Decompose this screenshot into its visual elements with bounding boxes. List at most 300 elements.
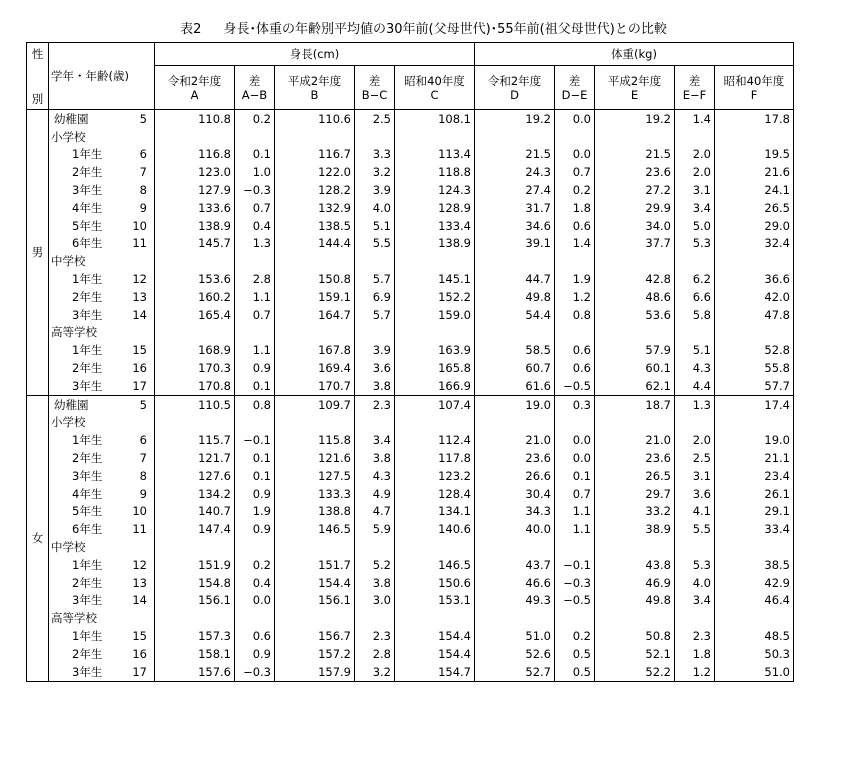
weight-col-header-3 — [675, 66, 715, 110]
weight-col-header-0 — [475, 66, 555, 110]
empty-cell — [355, 538, 395, 556]
value-cell: 27.4 — [475, 181, 555, 199]
empty-cell — [395, 414, 475, 432]
value-cell: 3.6 — [355, 359, 395, 377]
age-value: 8 — [139, 183, 147, 198]
value-cell: 21.5 — [595, 146, 675, 164]
value-cell: 0.2 — [235, 110, 275, 128]
value-cell: 19.2 — [595, 110, 675, 128]
col-header-code: E−F — [682, 87, 707, 102]
value-cell: 0.0 — [555, 431, 595, 449]
grade-cell — [49, 645, 155, 663]
empty-cell — [555, 252, 595, 270]
grade-label: 2年生 — [72, 289, 103, 304]
value-cell: 0.0 — [555, 146, 595, 164]
value-cell: 138.9 — [155, 217, 235, 235]
age-value: 13 — [132, 575, 147, 590]
weight-col-header-4 — [715, 66, 794, 110]
value-cell: 133.3 — [275, 485, 355, 503]
value-cell: 5.9 — [355, 520, 395, 538]
value-cell: 167.8 — [275, 341, 355, 359]
value-cell: 1.8 — [675, 645, 715, 663]
value-cell: 154.4 — [275, 574, 355, 592]
school-label: 中学校 — [51, 540, 86, 555]
value-cell: −0.1 — [235, 431, 275, 449]
value-cell: 169.4 — [275, 359, 355, 377]
value-cell: 0.7 — [555, 485, 595, 503]
grade-cell — [49, 217, 155, 235]
empty-cell — [595, 324, 675, 342]
school-label: 小学校 — [51, 129, 86, 144]
value-cell: 121.6 — [275, 449, 355, 467]
table-row — [27, 556, 794, 574]
grade-cell — [49, 324, 155, 342]
value-cell: 112.4 — [395, 431, 475, 449]
value-cell: 44.7 — [475, 270, 555, 288]
value-cell: 132.9 — [275, 199, 355, 217]
value-cell: 110.6 — [275, 110, 355, 128]
table-row — [27, 431, 794, 449]
value-cell: 1.3 — [235, 235, 275, 253]
value-cell: 140.6 — [395, 520, 475, 538]
value-cell: 51.0 — [475, 627, 555, 645]
value-cell: 150.6 — [395, 574, 475, 592]
value-cell: 5.1 — [355, 217, 395, 235]
value-cell: 3.4 — [675, 592, 715, 610]
value-cell: 0.2 — [555, 627, 595, 645]
value-cell: 122.0 — [275, 163, 355, 181]
value-cell: 3.4 — [675, 199, 715, 217]
value-cell: 23.6 — [595, 449, 675, 467]
value-cell: 42.8 — [595, 270, 675, 288]
grade-age-box — [52, 235, 151, 251]
value-cell: 0.5 — [555, 645, 595, 663]
table-row — [27, 663, 794, 681]
height-col-header-4 — [395, 66, 475, 110]
value-cell: 128.2 — [275, 181, 355, 199]
value-cell: 115.8 — [275, 431, 355, 449]
grade-cell — [49, 538, 155, 556]
grade-cell — [49, 181, 155, 199]
empty-cell — [675, 609, 715, 627]
grade-age-box — [52, 307, 151, 323]
value-cell: 34.0 — [595, 217, 675, 235]
value-cell: 0.0 — [555, 110, 595, 128]
grade-cell — [49, 449, 155, 467]
col-header-label: 令和2年度 — [487, 73, 542, 88]
value-cell: 29.0 — [715, 217, 794, 235]
value-cell: 2.5 — [355, 110, 395, 128]
age-value: 5 — [139, 397, 147, 412]
empty-cell — [275, 252, 355, 270]
value-cell: 4.0 — [355, 199, 395, 217]
value-cell: 5.1 — [675, 341, 715, 359]
school-row — [27, 252, 794, 270]
value-cell: 34.6 — [475, 217, 555, 235]
value-cell: 38.9 — [595, 520, 675, 538]
value-cell: 1.4 — [675, 110, 715, 128]
value-cell: 43.8 — [595, 556, 675, 574]
col-header-code: D — [510, 87, 519, 102]
sex-cell: 女 — [27, 395, 49, 681]
grade-label: 2年生 — [72, 451, 103, 466]
value-cell: 53.6 — [595, 306, 675, 324]
value-cell: 3.0 — [355, 592, 395, 610]
school-row — [27, 414, 794, 432]
empty-cell — [155, 128, 235, 146]
grade-age-box — [52, 646, 151, 662]
value-cell: 133.4 — [395, 217, 475, 235]
value-cell: 2.5 — [675, 449, 715, 467]
age-value: 6 — [139, 433, 147, 448]
table-row — [27, 341, 794, 359]
age-value: 7 — [139, 451, 147, 466]
value-cell: 153.1 — [395, 592, 475, 610]
value-cell: 3.9 — [355, 181, 395, 199]
value-cell: 33.2 — [595, 503, 675, 521]
value-cell: 0.6 — [235, 627, 275, 645]
value-cell: 0.3 — [555, 395, 595, 413]
value-cell: 4.3 — [675, 359, 715, 377]
value-cell: 170.8 — [155, 377, 235, 395]
col-header-code: C — [430, 87, 439, 102]
col-header-code: E — [630, 87, 639, 102]
value-cell: 145.1 — [395, 270, 475, 288]
value-cell: 140.7 — [155, 503, 235, 521]
value-cell: 0.9 — [235, 359, 275, 377]
col-header-label: 差 — [568, 73, 581, 88]
value-cell: 21.6 — [715, 163, 794, 181]
value-cell: 55.8 — [715, 359, 794, 377]
empty-cell — [595, 414, 675, 432]
value-cell: 116.7 — [275, 146, 355, 164]
grade-cell — [49, 627, 155, 645]
value-cell: 0.9 — [235, 520, 275, 538]
col-header-label: 昭和40年度 — [404, 73, 465, 88]
value-cell: 147.4 — [155, 520, 235, 538]
empty-cell — [155, 609, 235, 627]
grade-cell — [49, 288, 155, 306]
school-label: 高等学校 — [51, 325, 97, 340]
value-cell: 110.8 — [155, 110, 235, 128]
empty-cell — [675, 252, 715, 270]
value-cell: 108.1 — [395, 110, 475, 128]
table-row — [27, 163, 794, 181]
value-cell: 0.4 — [235, 217, 275, 235]
value-cell: 151.7 — [275, 556, 355, 574]
empty-cell — [715, 324, 794, 342]
value-cell: 26.1 — [715, 485, 794, 503]
value-cell: 31.7 — [475, 199, 555, 217]
value-cell: 52.8 — [715, 341, 794, 359]
value-cell: 168.9 — [155, 341, 235, 359]
table-row — [27, 359, 794, 377]
value-cell: 18.7 — [595, 395, 675, 413]
value-cell: 0.1 — [235, 377, 275, 395]
empty-cell — [235, 414, 275, 432]
empty-cell — [235, 324, 275, 342]
value-cell: 1.1 — [235, 288, 275, 306]
grade-label: 1年生 — [72, 343, 103, 358]
empty-cell — [715, 128, 794, 146]
value-cell: 0.7 — [555, 163, 595, 181]
value-cell: 0.1 — [235, 146, 275, 164]
value-cell: 0.7 — [235, 199, 275, 217]
table-body — [27, 110, 794, 682]
grade-cell — [49, 146, 155, 164]
height-col-header-0 — [155, 66, 235, 110]
value-cell: 116.8 — [155, 146, 235, 164]
grade-label: 2年生 — [72, 361, 103, 376]
value-cell: 165.4 — [155, 306, 235, 324]
value-cell: 4.3 — [355, 467, 395, 485]
value-cell: 19.0 — [715, 431, 794, 449]
value-cell: 170.3 — [155, 359, 235, 377]
col-header-code: B — [310, 87, 319, 102]
grade-age-header: 学年・年齢(歳) — [49, 43, 155, 110]
grade-label: 2年生 — [72, 575, 103, 590]
grade-age-box — [52, 378, 151, 394]
grade-age-box — [52, 575, 151, 591]
grade-label: 幼稚園 — [54, 397, 89, 412]
grade-cell — [49, 431, 155, 449]
empty-cell — [355, 252, 395, 270]
empty-cell — [475, 414, 555, 432]
value-cell: 27.2 — [595, 181, 675, 199]
value-cell: −0.3 — [235, 663, 275, 681]
col-header-code: B−C — [361, 87, 388, 102]
grade-age-box — [52, 397, 151, 413]
value-cell: 0.8 — [555, 306, 595, 324]
value-cell: 3.2 — [355, 163, 395, 181]
value-cell: 157.9 — [275, 663, 355, 681]
grade-label: 6年生 — [72, 236, 103, 251]
age-value: 6 — [139, 147, 147, 162]
value-cell: 144.4 — [275, 235, 355, 253]
col-header-label: 差 — [368, 73, 381, 88]
table-row — [27, 449, 794, 467]
value-cell: 138.8 — [275, 503, 355, 521]
value-cell: 3.8 — [355, 574, 395, 592]
table-row — [27, 645, 794, 663]
value-cell: 3.9 — [355, 341, 395, 359]
value-cell: 54.4 — [475, 306, 555, 324]
age-value: 10 — [132, 218, 147, 233]
value-cell: 5.2 — [355, 556, 395, 574]
empty-cell — [595, 128, 675, 146]
weight-group-header: 体重(kg) — [475, 43, 794, 66]
value-cell: 150.8 — [275, 270, 355, 288]
value-cell: 166.9 — [395, 377, 475, 395]
value-cell: 19.2 — [475, 110, 555, 128]
value-cell: 0.5 — [555, 663, 595, 681]
empty-cell — [675, 324, 715, 342]
empty-cell — [235, 609, 275, 627]
grade-age-box — [52, 664, 151, 680]
value-cell: 52.7 — [475, 663, 555, 681]
empty-cell — [595, 538, 675, 556]
value-cell: 0.1 — [555, 467, 595, 485]
value-cell: 128.9 — [395, 199, 475, 217]
value-cell: 0.1 — [235, 467, 275, 485]
empty-cell — [395, 128, 475, 146]
empty-cell — [675, 538, 715, 556]
grade-label: 1年生 — [72, 557, 103, 572]
value-cell: 6.9 — [355, 288, 395, 306]
col-header-label: 昭和40年度 — [723, 73, 785, 88]
value-cell: 0.6 — [555, 359, 595, 377]
col-header-label: 平成2年度 — [287, 73, 342, 88]
age-value: 11 — [132, 522, 147, 537]
value-cell: 0.8 — [235, 395, 275, 413]
value-cell: 1.8 — [555, 199, 595, 217]
value-cell: 39.1 — [475, 235, 555, 253]
grade-cell — [49, 235, 155, 253]
value-cell: 159.0 — [395, 306, 475, 324]
grade-cell — [49, 592, 155, 610]
empty-cell — [715, 538, 794, 556]
empty-cell — [275, 414, 355, 432]
value-cell: 4.0 — [675, 574, 715, 592]
value-cell: 2.0 — [675, 163, 715, 181]
value-cell: 0.6 — [555, 217, 595, 235]
col-header-code: A — [190, 87, 199, 102]
value-cell: −0.5 — [555, 592, 595, 610]
value-cell: 52.2 — [595, 663, 675, 681]
value-cell: 4.9 — [355, 485, 395, 503]
grade-age-box — [52, 503, 151, 519]
empty-cell — [275, 538, 355, 556]
value-cell: −0.3 — [235, 181, 275, 199]
grade-label: 5年生 — [72, 218, 103, 233]
grade-label: 3年生 — [72, 378, 103, 393]
grade-cell — [49, 110, 155, 128]
table-row — [27, 306, 794, 324]
table-row — [27, 395, 794, 413]
value-cell: 2.3 — [355, 627, 395, 645]
value-cell: 5.3 — [675, 556, 715, 574]
age-value: 16 — [132, 646, 147, 661]
value-cell: 5.3 — [675, 235, 715, 253]
value-cell: 5.5 — [355, 235, 395, 253]
value-cell: 48.5 — [715, 627, 794, 645]
value-cell: 133.6 — [155, 199, 235, 217]
value-cell: 21.0 — [595, 431, 675, 449]
value-cell: 163.9 — [395, 341, 475, 359]
col-header-label: 平成2年度 — [607, 73, 662, 88]
value-cell: 151.9 — [155, 556, 235, 574]
value-cell: 2.3 — [355, 395, 395, 413]
grade-age-box — [52, 111, 151, 127]
value-cell: 1.2 — [555, 288, 595, 306]
empty-cell — [395, 609, 475, 627]
table-row — [27, 377, 794, 395]
grade-cell — [49, 341, 155, 359]
empty-cell — [275, 128, 355, 146]
value-cell: 154.8 — [155, 574, 235, 592]
value-cell: 42.0 — [715, 288, 794, 306]
value-cell: 159.1 — [275, 288, 355, 306]
value-cell: 146.5 — [395, 556, 475, 574]
value-cell: 158.1 — [155, 645, 235, 663]
value-cell: 164.7 — [275, 306, 355, 324]
value-cell: 154.7 — [395, 663, 475, 681]
empty-cell — [235, 128, 275, 146]
empty-cell — [355, 414, 395, 432]
col-header-code: A−B — [241, 87, 268, 102]
grade-label: 4年生 — [72, 486, 103, 501]
value-cell: 123.2 — [395, 467, 475, 485]
empty-cell — [475, 538, 555, 556]
grade-label: 3年生 — [72, 307, 103, 322]
value-cell: 52.1 — [595, 645, 675, 663]
value-cell: 29.7 — [595, 485, 675, 503]
age-value: 14 — [132, 307, 147, 322]
value-cell: 138.9 — [395, 235, 475, 253]
weight-col-header-2 — [595, 66, 675, 110]
empty-cell — [475, 609, 555, 627]
value-cell: 0.2 — [555, 181, 595, 199]
value-cell: 49.3 — [475, 592, 555, 610]
empty-cell — [355, 324, 395, 342]
grade-cell — [49, 609, 155, 627]
value-cell: −0.3 — [555, 574, 595, 592]
empty-cell — [155, 324, 235, 342]
value-cell: 37.7 — [595, 235, 675, 253]
value-cell: 30.4 — [475, 485, 555, 503]
empty-cell — [555, 414, 595, 432]
value-cell: 0.6 — [555, 341, 595, 359]
value-cell: 2.3 — [675, 627, 715, 645]
height-col-header-3 — [355, 66, 395, 110]
grade-age-box — [52, 360, 151, 376]
table-row — [27, 520, 794, 538]
value-cell: 1.1 — [555, 503, 595, 521]
empty-cell — [275, 324, 355, 342]
value-cell: 5.5 — [675, 520, 715, 538]
grade-label: 1年生 — [72, 272, 103, 287]
value-cell: 0.1 — [235, 449, 275, 467]
empty-cell — [715, 414, 794, 432]
grade-age-box — [52, 592, 151, 608]
value-cell: 127.6 — [155, 467, 235, 485]
empty-cell — [675, 414, 715, 432]
value-cell: 5.7 — [355, 306, 395, 324]
col-header-label: 差 — [248, 73, 261, 88]
age-value: 16 — [132, 361, 147, 376]
grade-cell — [49, 520, 155, 538]
grade-cell — [49, 574, 155, 592]
table-row — [27, 503, 794, 521]
value-cell: 3.3 — [355, 146, 395, 164]
age-value: 9 — [139, 486, 147, 501]
value-cell: 62.1 — [595, 377, 675, 395]
value-cell: 51.0 — [715, 663, 794, 681]
value-cell: 1.3 — [675, 395, 715, 413]
value-cell: 3.4 — [355, 431, 395, 449]
grade-cell — [49, 377, 155, 395]
value-cell: 0.7 — [235, 306, 275, 324]
value-cell: 52.6 — [475, 645, 555, 663]
value-cell: 157.3 — [155, 627, 235, 645]
grade-age-box — [52, 450, 151, 466]
value-cell: 146.5 — [275, 520, 355, 538]
value-cell: 109.7 — [275, 395, 355, 413]
sex-header-top: 性 — [31, 46, 44, 61]
value-cell: 58.5 — [475, 341, 555, 359]
empty-cell — [595, 252, 675, 270]
empty-cell — [475, 324, 555, 342]
